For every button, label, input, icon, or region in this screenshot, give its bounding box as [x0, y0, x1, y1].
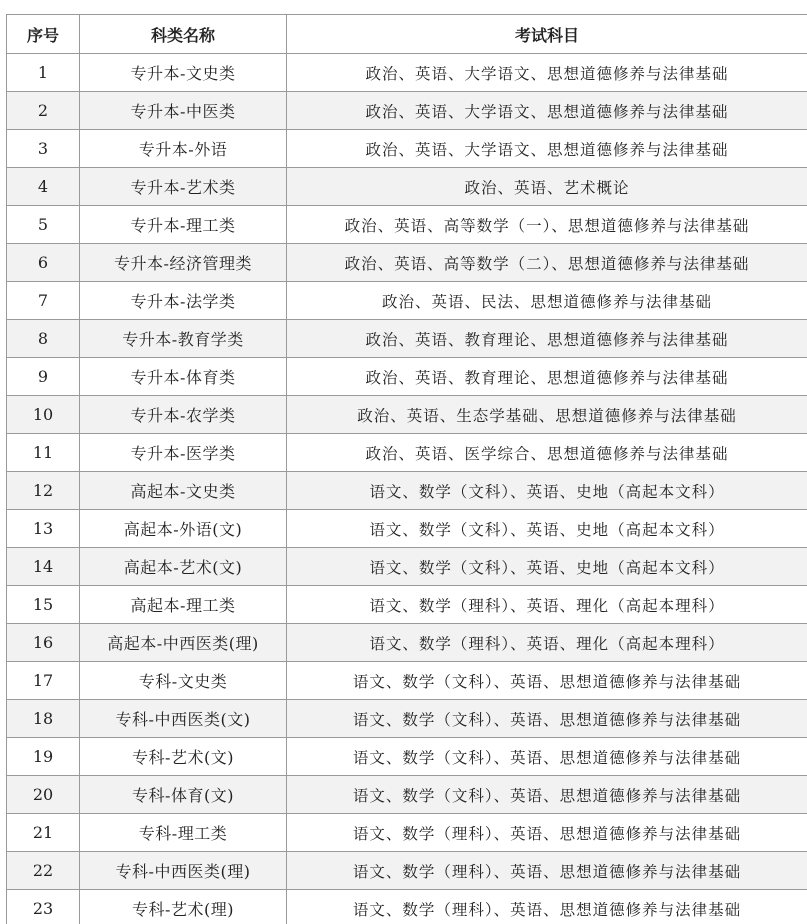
table-row: [7, 510, 807, 548]
row-category: 专科-艺术(文): [80, 738, 287, 776]
row-category: 专科-中西医类(理): [80, 852, 287, 890]
table-row: [7, 852, 807, 890]
row-index: 10: [7, 396, 80, 434]
row-index: 19: [7, 738, 80, 776]
table-row: [7, 776, 807, 814]
header-category: 科类名称: [80, 15, 287, 54]
row-subjects: 政治、英语、民法、思想道德修养与法律基础: [287, 282, 807, 320]
row-index: 13: [7, 510, 80, 548]
row-index: 4: [7, 168, 80, 206]
row-category: 专科-体育(文): [80, 776, 287, 814]
row-index: 9: [7, 358, 80, 396]
row-subjects: 语文、数学（理科）、英语、思想道德修养与法律基础: [287, 852, 807, 890]
row-index: 1: [7, 54, 80, 92]
row-index: 22: [7, 852, 80, 890]
table-row: [7, 320, 807, 358]
row-category: 高起本-外语(文): [80, 510, 287, 548]
row-index: 16: [7, 624, 80, 662]
row-category: 高起本-理工类: [80, 586, 287, 624]
table-row: [7, 206, 807, 244]
row-category: 专升本-法学类: [80, 282, 287, 320]
row-category: 专升本-理工类: [80, 206, 287, 244]
table-row: [7, 434, 807, 472]
row-subjects: 语文、数学（理科）、英语、理化（高起本理科）: [287, 586, 807, 624]
row-category: 高起本-中西医类(理): [80, 624, 287, 662]
row-subjects: 语文、数学（理科）、英语、理化（高起本理科）: [287, 624, 807, 662]
table-row: [7, 586, 807, 624]
row-subjects: 语文、数学（文科）、英语、史地（高起本文科）: [287, 548, 807, 586]
row-subjects: 语文、数学（文科）、英语、思想道德修养与法律基础: [287, 776, 807, 814]
row-category: 高起本-艺术(文): [80, 548, 287, 586]
row-index: 2: [7, 92, 80, 130]
header-index: 序号: [7, 15, 80, 54]
table-body: [7, 54, 807, 924]
table-row: [7, 396, 807, 434]
exam-subjects-table: [6, 14, 807, 924]
row-subjects: 政治、英语、艺术概论: [287, 168, 807, 206]
row-index: 8: [7, 320, 80, 358]
row-subjects: 语文、数学（文科）、英语、思想道德修养与法律基础: [287, 700, 807, 738]
row-subjects: 语文、数学（文科）、英语、史地（高起本文科）: [287, 510, 807, 548]
table-header-row: [7, 15, 807, 54]
row-subjects: 政治、英语、教育理论、思想道德修养与法律基础: [287, 358, 807, 396]
row-index: 21: [7, 814, 80, 852]
table-row: [7, 244, 807, 282]
row-category: 专科-理工类: [80, 814, 287, 852]
row-subjects: 语文、数学（理科）、英语、思想道德修养与法律基础: [287, 814, 807, 852]
row-category: 高起本-文史类: [80, 472, 287, 510]
row-subjects: 政治、英语、大学语文、思想道德修养与法律基础: [287, 130, 807, 168]
row-category: 专升本-文史类: [80, 54, 287, 92]
row-index: 3: [7, 130, 80, 168]
row-subjects: 政治、英语、高等数学（二）、思想道德修养与法律基础: [287, 244, 807, 282]
table-row: [7, 92, 807, 130]
row-subjects: 政治、英语、生态学基础、思想道德修养与法律基础: [287, 396, 807, 434]
row-index: 18: [7, 700, 80, 738]
row-subjects: 政治、英语、高等数学（一）、思想道德修养与法律基础: [287, 206, 807, 244]
row-category: 专升本-体育类: [80, 358, 287, 396]
table-row: [7, 890, 807, 924]
header-subjects: 考试科目: [287, 15, 807, 54]
row-category: 专升本-教育学类: [80, 320, 287, 358]
row-subjects: 政治、英语、大学语文、思想道德修养与法律基础: [287, 54, 807, 92]
row-subjects: 语文、数学（文科）、英语、思想道德修养与法律基础: [287, 738, 807, 776]
row-index: 14: [7, 548, 80, 586]
row-category: 专升本-艺术类: [80, 168, 287, 206]
row-index: 23: [7, 890, 80, 924]
table-row: [7, 548, 807, 586]
row-category: 专科-文史类: [80, 662, 287, 700]
table-row: [7, 624, 807, 662]
table-row: [7, 130, 807, 168]
row-category: 专升本-医学类: [80, 434, 287, 472]
table-row: [7, 700, 807, 738]
row-subjects: 语文、数学（理科）、英语、思想道德修养与法律基础: [287, 890, 807, 924]
row-subjects: 语文、数学（文科）、英语、思想道德修养与法律基础: [287, 662, 807, 700]
table-row: [7, 282, 807, 320]
row-index: 17: [7, 662, 80, 700]
table-row: [7, 168, 807, 206]
row-index: 6: [7, 244, 80, 282]
row-index: 5: [7, 206, 80, 244]
row-category: 专科-中西医类(文): [80, 700, 287, 738]
row-subjects: 语文、数学（文科）、英语、史地（高起本文科）: [287, 472, 807, 510]
row-index: 12: [7, 472, 80, 510]
table-row: [7, 358, 807, 396]
table-row: [7, 814, 807, 852]
row-category: 专升本-中医类: [80, 92, 287, 130]
table-row: [7, 738, 807, 776]
row-index: 7: [7, 282, 80, 320]
row-index: 20: [7, 776, 80, 814]
row-index: 15: [7, 586, 80, 624]
row-index: 11: [7, 434, 80, 472]
row-category: 专升本-农学类: [80, 396, 287, 434]
row-subjects: 政治、英语、医学综合、思想道德修养与法律基础: [287, 434, 807, 472]
row-category: 专升本-外语: [80, 130, 287, 168]
table-row: [7, 662, 807, 700]
row-subjects: 政治、英语、教育理论、思想道德修养与法律基础: [287, 320, 807, 358]
row-category: 专科-艺术(理): [80, 890, 287, 924]
row-subjects: 政治、英语、大学语文、思想道德修养与法律基础: [287, 92, 807, 130]
row-category: 专升本-经济管理类: [80, 244, 287, 282]
table-row: [7, 472, 807, 510]
table-row: [7, 54, 807, 92]
